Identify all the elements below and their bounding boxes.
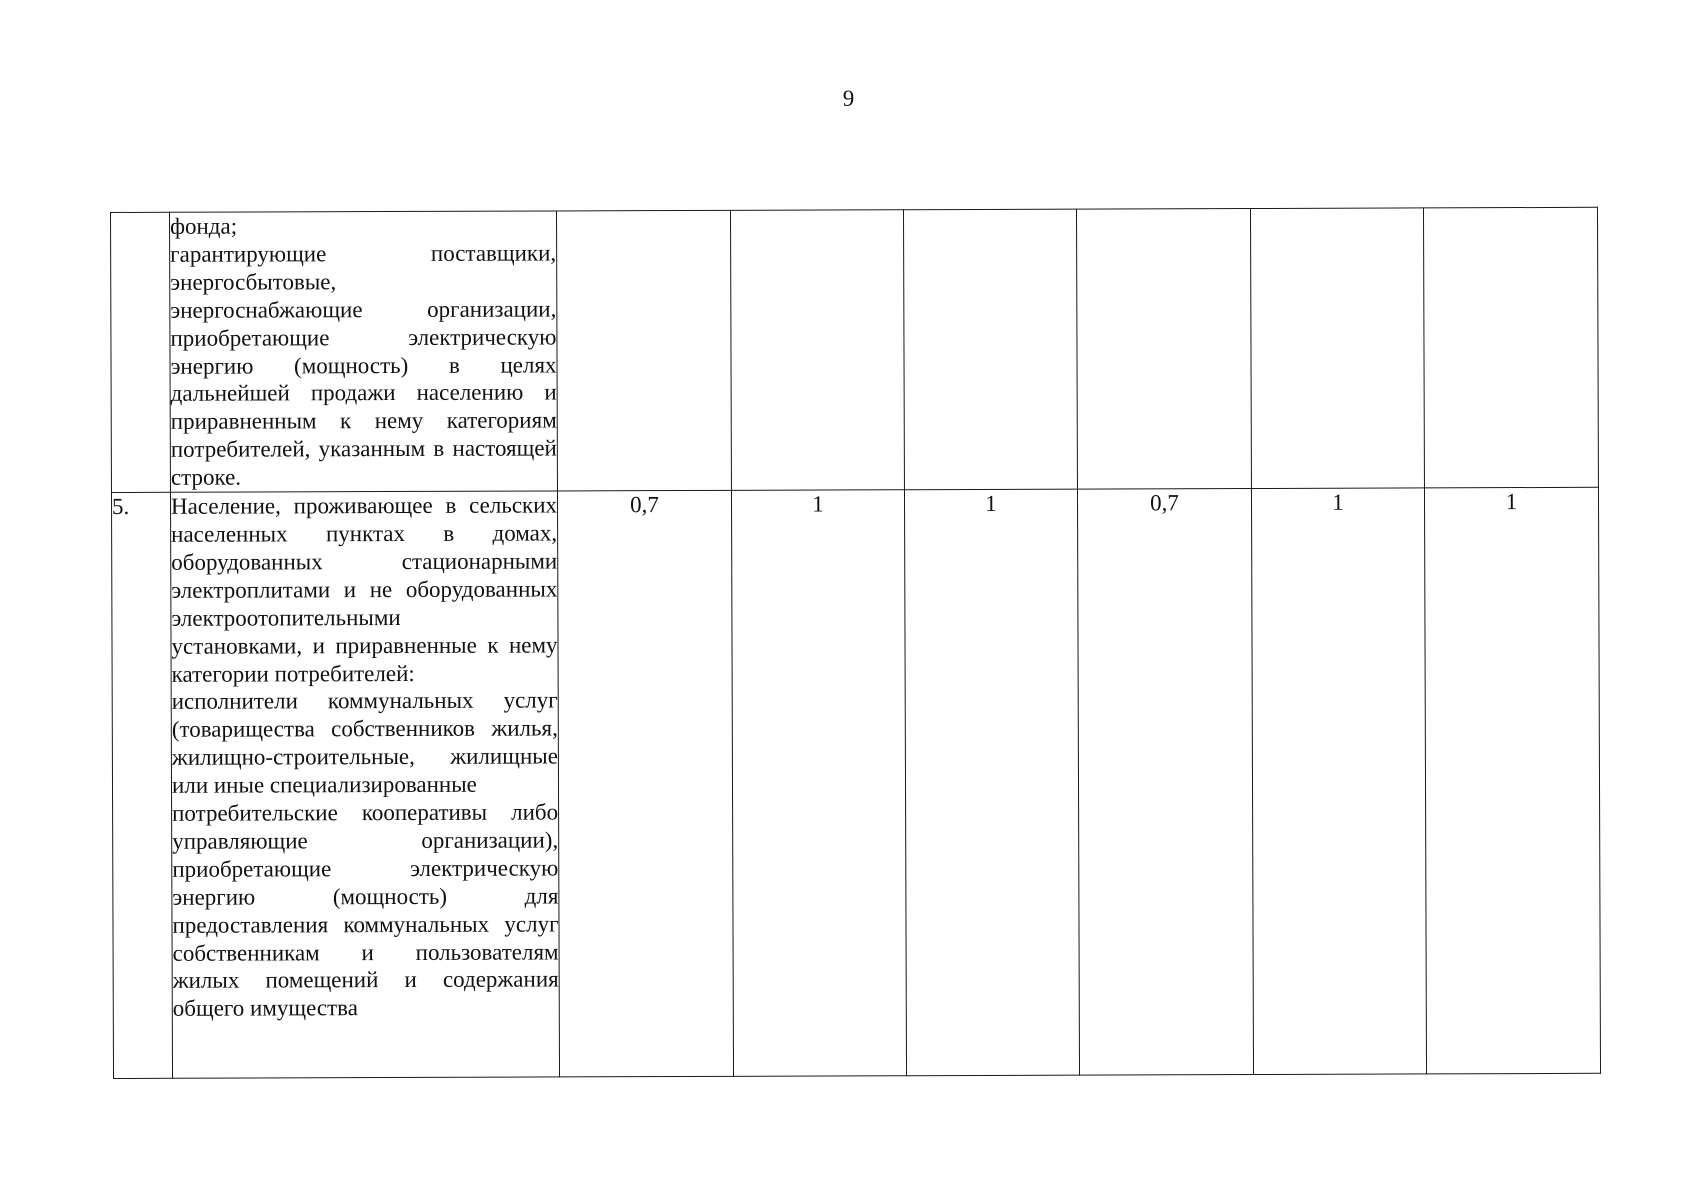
row-number-cell <box>111 212 171 492</box>
description-line: Население, проживающее в сельских населенных пунктах в домах, оборудованных стационарными электроплитами и не оборудованных электроотопительными <box>170 492 558 631</box>
value-cell: 1 <box>1251 488 1426 1075</box>
value-cell: 1 <box>904 489 1079 1076</box>
description-line: исполнители коммунальных услуг (товарищества собственников жилья, жилищно-строительные, жилищные или иные специализированные <box>171 687 558 798</box>
value-cell: 0,7 <box>557 490 733 1077</box>
value-cell <box>1423 207 1598 488</box>
value-cell <box>1250 208 1424 489</box>
description-line: энергоснабжающие организации, приобретающие электрическую энергию (мощность) в целях дальнейшей продажи населению и приравненным к нему категориям потребителей, указанным в настоящей строке. <box>170 296 557 490</box>
value-cell <box>903 209 1077 490</box>
description-line: установками, и приравненные к нему категории потребителей: <box>171 632 558 687</box>
value-cell: 1 <box>1424 487 1600 1074</box>
value-cell <box>730 210 904 491</box>
row-description-cell <box>170 211 558 492</box>
value-cell <box>556 210 731 491</box>
description-line: фонда; <box>170 213 238 239</box>
description-line: потребительские кооперативы либо управляющие организации), приобретающие электрическую энергию (мощность) для предоставления коммунальных услуг собственникам и пользователям жилых помещений и содержания общего имущества <box>172 799 559 1022</box>
table-row <box>111 487 1600 1078</box>
description-line: гарантирующие поставщики, энергосбытовые, <box>170 240 557 295</box>
value-cell <box>1076 209 1251 490</box>
value-cell: 1 <box>731 490 906 1077</box>
page-number: 9 <box>842 86 855 111</box>
row-number-cell: 5. <box>111 492 172 1078</box>
value-cell: 0,7 <box>1077 489 1253 1076</box>
table-row <box>111 207 1599 492</box>
tariff-coefficient-table <box>110 207 1601 1079</box>
row-description-cell <box>170 491 559 1078</box>
